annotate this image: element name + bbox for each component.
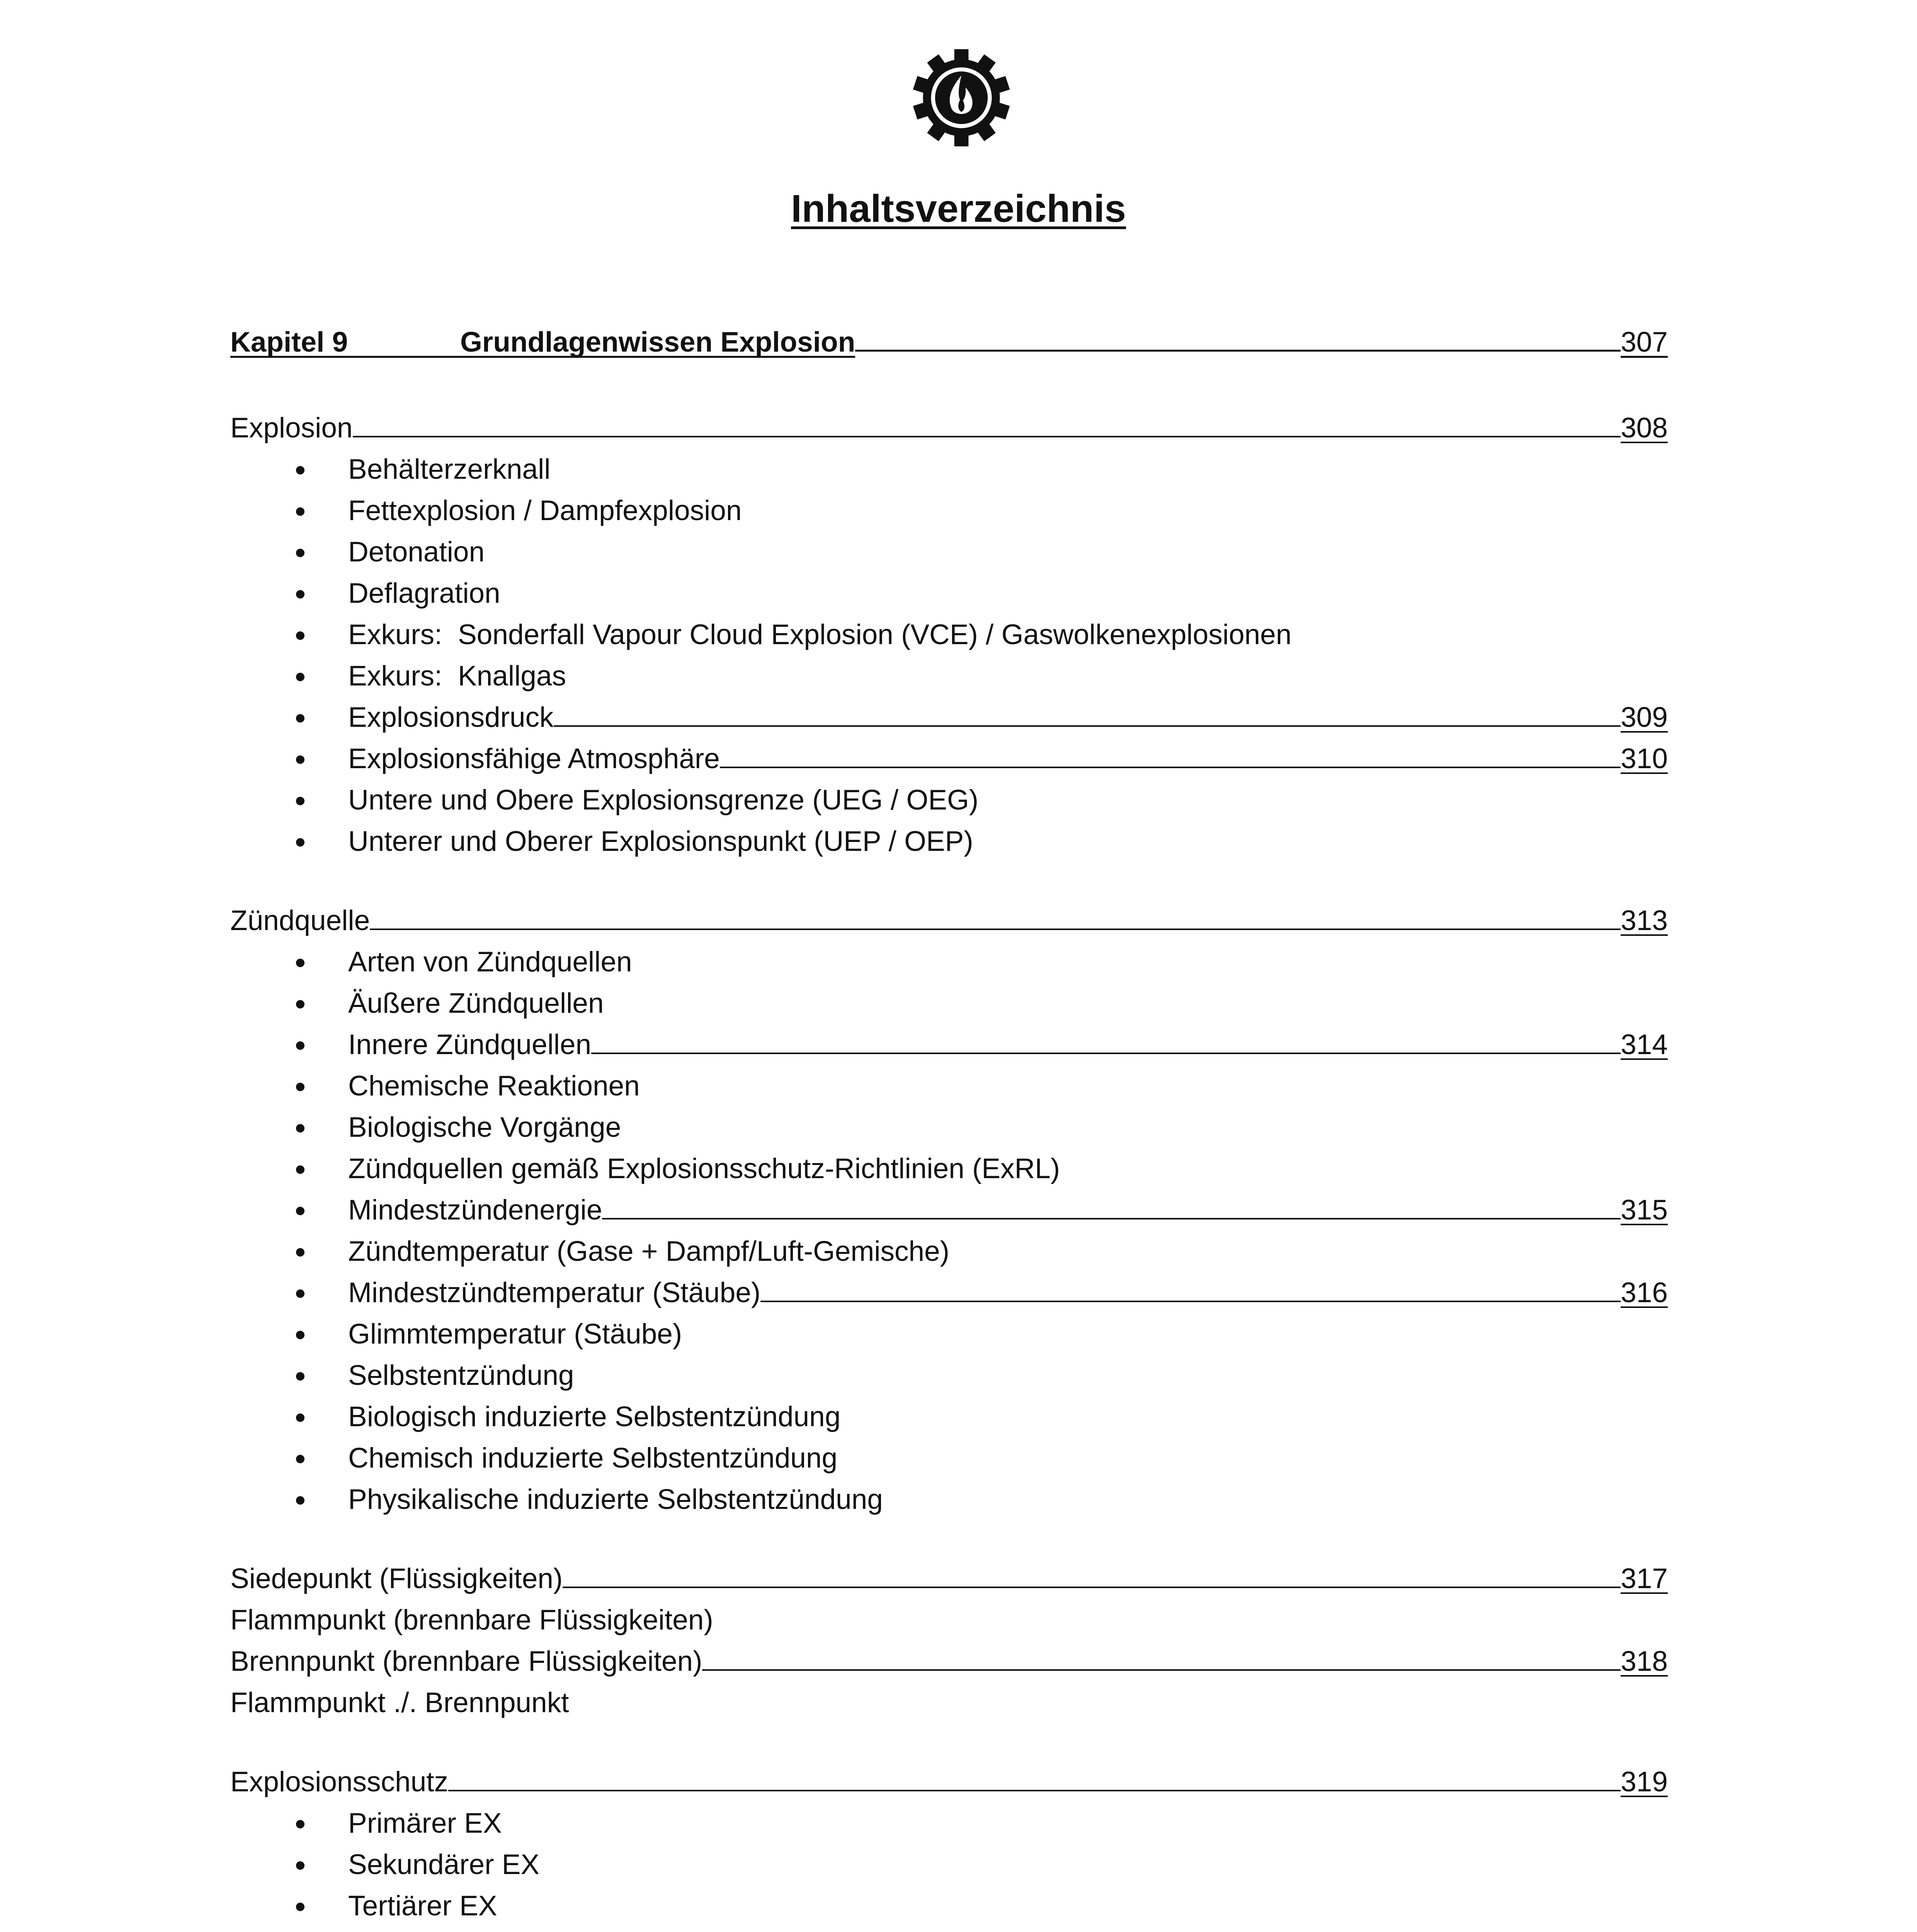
entry-text: Biologisch induzierte Selbstentzündung <box>348 1401 841 1432</box>
section-title: Explosion <box>230 412 353 444</box>
list-item[interactable] <box>230 1803 1668 1844</box>
list-item[interactable] <box>230 1355 1668 1396</box>
table-of-contents <box>230 323 1668 1932</box>
entry-text: Explosionsdruck <box>348 702 554 733</box>
gear-flame-icon <box>911 47 1012 148</box>
list-item[interactable] <box>230 1927 1668 1932</box>
list-item[interactable] <box>230 1024 1668 1065</box>
entry-text: Mindestzündtemperatur (Stäube) <box>348 1277 761 1308</box>
list-item[interactable] <box>230 1479 1668 1520</box>
list-item[interactable] <box>230 1272 1668 1313</box>
page-title: Inhaltsverzeichnis <box>791 187 1126 230</box>
page-number: 315 <box>1621 1194 1668 1226</box>
entry-text <box>348 1927 643 1932</box>
list-item[interactable] <box>230 655 1668 697</box>
entry-prefix: Exkurs: <box>348 660 442 692</box>
toc-entry[interactable] <box>230 1599 1668 1641</box>
leader-line <box>643 1928 1621 1932</box>
list-item[interactable] <box>230 449 1668 490</box>
entry-text: Zündquellen gemäß Explosionsschutz-Richtlinien (ExRL) <box>348 1153 1060 1184</box>
list-item[interactable] <box>230 1437 1668 1479</box>
entry-text: Selbstentzündung <box>348 1360 574 1391</box>
entry-text: Chemische Reaktionen <box>348 1070 640 1102</box>
entry-text: Behälterzerknall <box>348 454 551 485</box>
section-title: Zündquelle <box>230 905 370 936</box>
entry-text: Physikalische induzierte Selbstentzündung <box>348 1484 883 1515</box>
entry-text: Untere und Obere Explosionsgrenze (UEG / OEG) <box>348 784 979 816</box>
page-number: 309 <box>1621 702 1668 733</box>
list-item[interactable] <box>230 1107 1668 1148</box>
list-item[interactable] <box>230 1885 1668 1927</box>
leader-line <box>554 698 1621 727</box>
entry-text: Flammpunkt ./. Brennpunkt <box>230 1687 569 1718</box>
chapter-label: Kapitel 9 <box>230 329 460 358</box>
list-item[interactable] <box>230 614 1668 655</box>
entry-text: Brennpunkt (brennbare Flüssigkeiten) <box>230 1646 703 1677</box>
leader-line <box>353 409 1621 437</box>
list-item[interactable] <box>230 1148 1668 1189</box>
entry-text: Äußere Zündquellen <box>348 988 604 1019</box>
list-item[interactable] <box>230 697 1668 738</box>
list-item[interactable] <box>230 531 1668 573</box>
page-number: 313 <box>1621 905 1668 936</box>
page-number: 319 <box>1621 1766 1668 1798</box>
entry-text: Knallgas <box>458 660 566 692</box>
entry-text: Fettexplosion / Dampfexplosion <box>348 495 742 526</box>
entry-text: Arten von Zündquellen <box>348 946 632 978</box>
list-item[interactable] <box>230 1065 1668 1107</box>
list-item[interactable] <box>230 1189 1668 1231</box>
list-item[interactable] <box>230 779 1668 821</box>
leader-line <box>720 740 1621 768</box>
entry-text: Explosionsfähige Atmosphäre <box>348 743 720 774</box>
page-number: 316 <box>1621 1277 1668 1308</box>
page-number: 317 <box>1621 1563 1668 1594</box>
entry-text: Mindestzündenergie <box>348 1194 602 1226</box>
page-number: 314 <box>1621 1029 1668 1060</box>
page-number: 318 <box>1621 1646 1668 1677</box>
toc-entry[interactable] <box>230 1558 1668 1599</box>
list-item[interactable] <box>230 490 1668 531</box>
leader-line <box>760 1274 1621 1302</box>
list-item[interactable] <box>230 1313 1668 1355</box>
list-item[interactable] <box>230 983 1668 1024</box>
section-heading[interactable] <box>230 900 1668 941</box>
leader-line <box>448 1763 1621 1791</box>
list-item[interactable] <box>230 821 1668 862</box>
entry-text: Detonation <box>348 536 485 568</box>
entry-text: Sekundärer EX <box>348 1849 540 1880</box>
leader-line <box>855 323 1621 352</box>
entry-text: Flammpunkt (brennbare Flüssigkeiten) <box>230 1604 713 1636</box>
leader-line <box>563 1560 1621 1588</box>
entry-text: Biologische Vorgänge <box>348 1112 621 1143</box>
page-number: 308 <box>1621 412 1668 444</box>
list-item[interactable] <box>230 1844 1668 1885</box>
list-item[interactable] <box>230 573 1668 614</box>
entry-text: Deflagration <box>348 578 500 609</box>
list-item[interactable] <box>230 941 1668 983</box>
entry-text: Innere Zündquellen <box>348 1029 592 1060</box>
section-heading[interactable] <box>230 1761 1668 1803</box>
section-title: Explosionsschutz <box>230 1766 449 1798</box>
list-item[interactable] <box>230 1231 1668 1272</box>
page-number: 310 <box>1621 743 1668 774</box>
toc-entry[interactable] <box>230 1682 1668 1723</box>
entry-text: Zündtemperatur (Gase + Dampf/Luft-Gemische) <box>348 1236 949 1267</box>
list-item[interactable] <box>230 738 1668 779</box>
leader-line <box>591 1026 1621 1054</box>
entry-text: Tertiärer EX <box>348 1890 497 1922</box>
entry-text: Glimmtemperatur (Stäube) <box>348 1318 682 1350</box>
entry-text: Sonderfall Vapour Cloud Explosion (VCE) / Gaswolkenexplosionen <box>458 619 1292 650</box>
page-number: 307 <box>1621 327 1668 358</box>
section-heading[interactable] <box>230 407 1668 449</box>
leader-line <box>702 1642 1621 1671</box>
entry-text: Chemisch induzierte Selbstentzündung <box>348 1442 838 1474</box>
chapter-title: Grundlagenwissen Explosion <box>460 327 856 358</box>
entry-text: Unterer und Oberer Explosionspunkt (UEP / OEP) <box>348 826 973 857</box>
toc-entry[interactable] <box>230 1641 1668 1682</box>
entry-text: Primärer EX <box>348 1808 502 1839</box>
leader-line <box>602 1191 1621 1219</box>
list-item[interactable] <box>230 1396 1668 1437</box>
leader-line <box>370 901 1621 930</box>
entry-text: Siedepunkt (Flüssigkeiten) <box>230 1563 563 1594</box>
chapter-heading[interactable] <box>230 323 1668 364</box>
entry-prefix: Exkurs: <box>348 619 442 650</box>
